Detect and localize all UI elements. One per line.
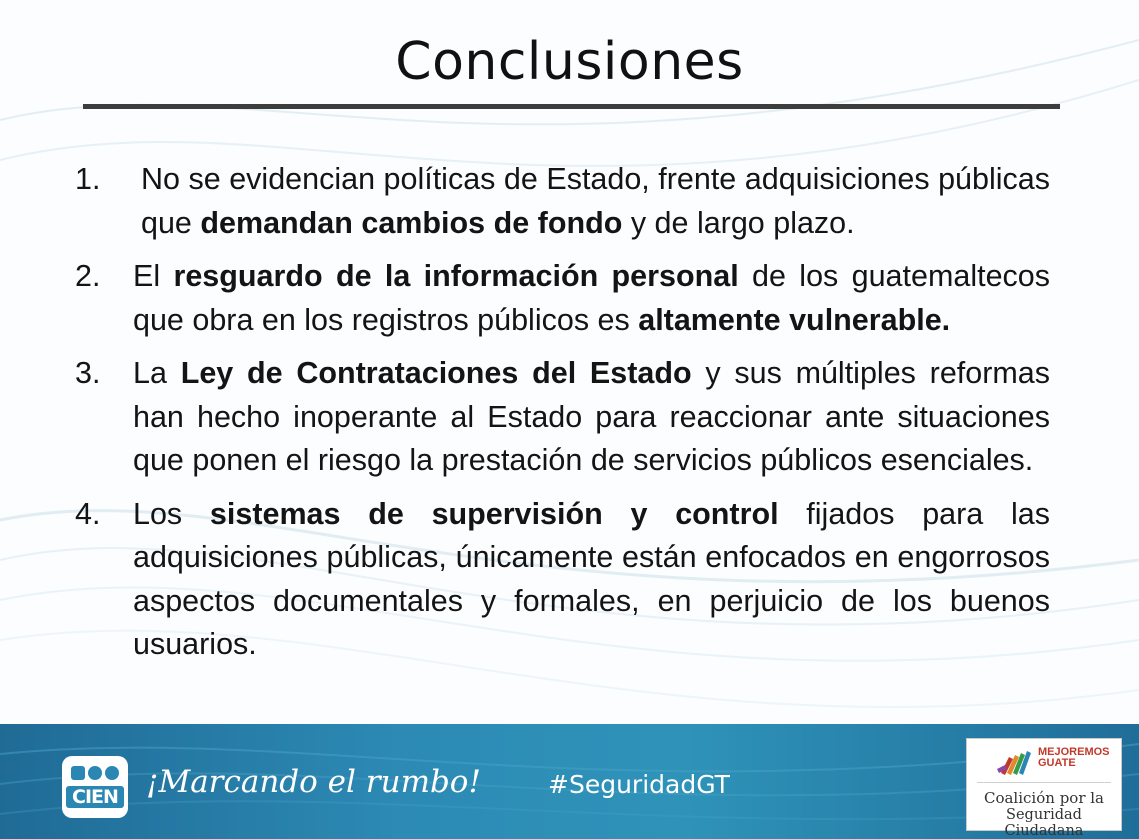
bold-run: resguardo de la información personal	[173, 259, 739, 293]
logo-square-icon	[71, 766, 85, 780]
brand-line-1: MEJOREMOS	[1038, 746, 1110, 758]
hands-icon	[995, 747, 1033, 777]
conclusion-item	[75, 352, 1050, 483]
slide-title: Conclusiones	[395, 32, 744, 92]
text-run: La	[133, 356, 181, 390]
text-run: Los	[133, 496, 210, 531]
slogan: ¡Marcando el rumbo!	[146, 764, 481, 800]
cien-logo	[62, 756, 128, 818]
conclusion-item	[75, 493, 1050, 667]
logo-circle-icon	[88, 766, 102, 780]
text-run: y de largo plazo.	[622, 205, 855, 240]
item-number: 1.	[75, 162, 101, 196]
text-run: fijados para las adquisiciones públicas, únicamente están enfocados en engorrosos aspectos documentales y formales, en perjuicio de los buenos usuarios.	[133, 496, 1050, 661]
bold-run: altamente vulnerable.	[638, 302, 951, 337]
item-text	[141, 158, 1050, 245]
text-run: y sus múltiples reformas han hecho inoperante al Estado para reaccionar ante situaciones que ponen el riesgo la prestación de servicios públicos esenciales.	[133, 356, 1050, 477]
partner-divider	[977, 782, 1111, 783]
bold-run: Ley de Contrataciones del Estado	[180, 356, 692, 390]
bold-run: sistemas de supervisión y control	[209, 496, 779, 531]
item-number: 4.	[75, 496, 101, 531]
item-text	[133, 493, 1050, 667]
conclusion-item	[75, 158, 1050, 245]
partner-logo	[966, 738, 1122, 839]
partner-name-line-2: Seguridad Ciudadana	[1004, 807, 1084, 839]
item-number: 3.	[75, 356, 101, 390]
text-run: No se evidencian políticas de Estado, frente adquisiciones públicas que	[141, 162, 1050, 240]
logo-circle-icon	[105, 766, 119, 780]
title-underline	[83, 104, 1060, 109]
item-text	[133, 352, 1050, 483]
item-number: 2.	[75, 259, 101, 293]
text-run: de los guatemaltecos que obra en los registros públicos es	[133, 259, 1050, 337]
bold-run: demandan cambios de fondo	[200, 205, 623, 240]
conclusion-item	[75, 255, 1050, 342]
logo-text: CIEN	[66, 786, 124, 808]
conclusions-list	[75, 158, 1050, 677]
item-text	[133, 255, 1050, 342]
partner-name-line-1: Coalición por la	[983, 789, 1104, 807]
text-run: El	[133, 259, 174, 293]
hashtag: #SeguridadGT	[548, 770, 730, 799]
brand-line-2: GUATE	[1038, 757, 1076, 769]
